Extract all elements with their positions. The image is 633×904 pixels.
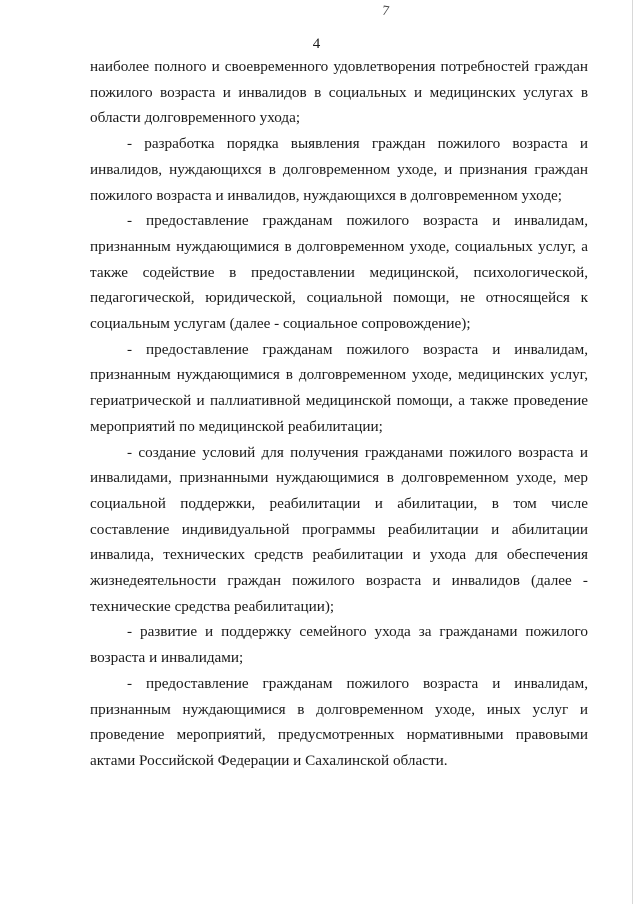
paragraph-continuation: наиболее полного и своевременного удовлетворения потребностей граждан пожилого возраста и инвалидов в социальных и медицинских услугах в области долговременного ухода; — [90, 58, 588, 127]
body-text — [90, 54, 588, 774]
paragraph-other-services: - предоставление гражданам пожилого возраста и инвалидам, признанным нуждающимися в долговременном уходе, иных услуг и проведение мероприятий, предусмотренных нормативными правовыми актами Российской Федерации и Сахалинской области. — [90, 674, 588, 769]
paragraph-family-care: - развитие и поддержку семейного ухода за гражданами пожилого возраста и инвалидами; — [90, 623, 588, 667]
handwritten-mark: 7 — [381, 3, 391, 20]
paragraph-support-measures: - создание условий для получения гражданами пожилого возраста и инвалидами, признанными нуждающимися в долговременном уходе, мер социальной поддержки, реабилитации и абилитации, в том числе составление индивидуальной программы реабилитации и абилитации инвалида, технических средств реабилитации и ухода для обеспечения жизнедеятельности граждан пожилого возраста и инвалидов (далее - технические средства реабилитации); — [90, 443, 588, 615]
paragraph-social-services: - предоставление гражданам пожилого возраста и инвалидам, признанным нуждающимися в долговременном уходе, социальных услуг, а также содействие в предоставлении медицинской, психологической, педагогической, юридической, социальной помощи, не относящейся к социальным услугам (далее - социальное сопровождение); — [90, 212, 588, 333]
page-number: 4 — [312, 36, 321, 52]
paragraph-medical-services: - предоставление гражданам пожилого возраста и инвалидам, признанным нуждающимися в долговременном уходе, медицинских услуг, гериатрической и паллиативной медицинской помощи, а также проведение мероприятий по медицинской реабилитации; — [90, 340, 588, 435]
paragraph-identification-procedure: - разработка порядка выявления граждан пожилого возраста и инвалидов, нуждающихся в долговременном уходе, и признания граждан пожилого возраста и инвалидов, нуждающихся в долговременном уходе; — [90, 135, 588, 204]
